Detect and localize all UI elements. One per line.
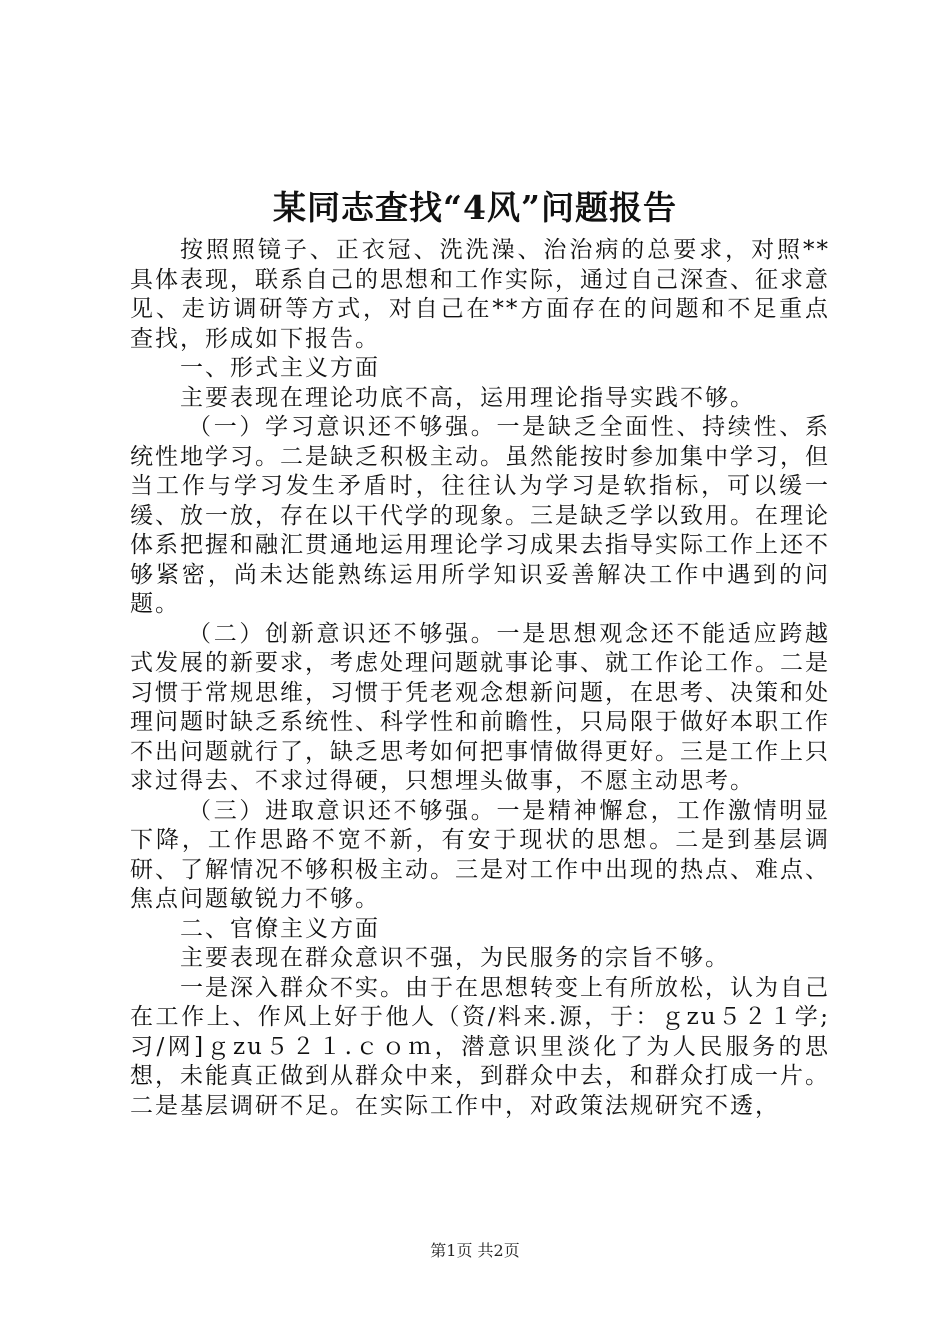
subsection-learning: （一）学习意识还不够强。一是缺乏全面性、持续性、系统性地学习。二是缺乏积极主动。虽然能按时参加集中学习，但当工作与学习发生矛盾时，往往认为学习是软指标，可以缓一缓、放一放，存在以干代学的现象。三是缺乏学以致用。在理论体系把握和融汇贯通地运用理论学习成果去指导实际工作上还不够紧密，尚未达能熟练运用所学知识妥善解决工作中遇到的问题。 [130,414,830,617]
subsection-enterprise: （三）进取意识还不够强。一是精神懈怠，工作激情明显下降，工作思路不宽不新，有安于现状的思想。二是到基层调研、了解情况不够积极主动。三是对工作中出现的热点、难点、焦点问题敏锐力不够。 [130,797,830,912]
section-heading-formalism: 一、形式主义方面 [180,355,380,381]
section-heading-bureaucracy: 二、官僚主义方面 [180,915,380,942]
bureaucracy-details-paragraph: 一是深入群众不实。由于在思想转变上有所放松，认为自己在工作上、作风上好于他人（资/料来.源，于：ｇzu５２１学;习/网]ｇzu５２１.ｃｏｍ，潜意识里淡化了为人民服务的思想，未能真正做到从群众中来，到群众中去，和群众打成一片。二是基层调研不足。在实际工作中，对政策法规研究不透， [130,974,830,1119]
document-body [130,236,830,1121]
section-summary-bureaucracy: 主要表现在群众意识不强，为民服务的宗旨不够。 [180,945,730,971]
subsection-innovation: （二）创新意识还不够强。一是思想观念还不能适应跨越式发展的新要求，考虑处理问题就事论事、就工作论工作。二是习惯于常规思维，习惯于凭老观念想新问题，在思考、决策和处理问题时缺乏系统性、科学性和前瞻性，只局限于做好本职工作不出问题就行了，缺乏思考如何把事情做得更好。三是工作上只求过得去、不求过得硬，只想埋头做事，不愿主动思考。 [130,620,830,794]
document-title: 某同志查找“4风”问题报告 [273,188,677,227]
section-summary-formalism: 主要表现在理论功底不高，运用理论指导实践不够。 [180,384,755,411]
page-number-footer: 第1页 共2页 [430,1241,520,1260]
intro-paragraph: 按照照镜子、正衣冠、洗洗澡、治治病的总要求，对照**具体表现，联系自己的思想和工作实际，通过自己深查、征求意见、走访调研等方式，对自己在**方面存在的问题和不足重点查找，形成如下报告。 [130,237,830,352]
